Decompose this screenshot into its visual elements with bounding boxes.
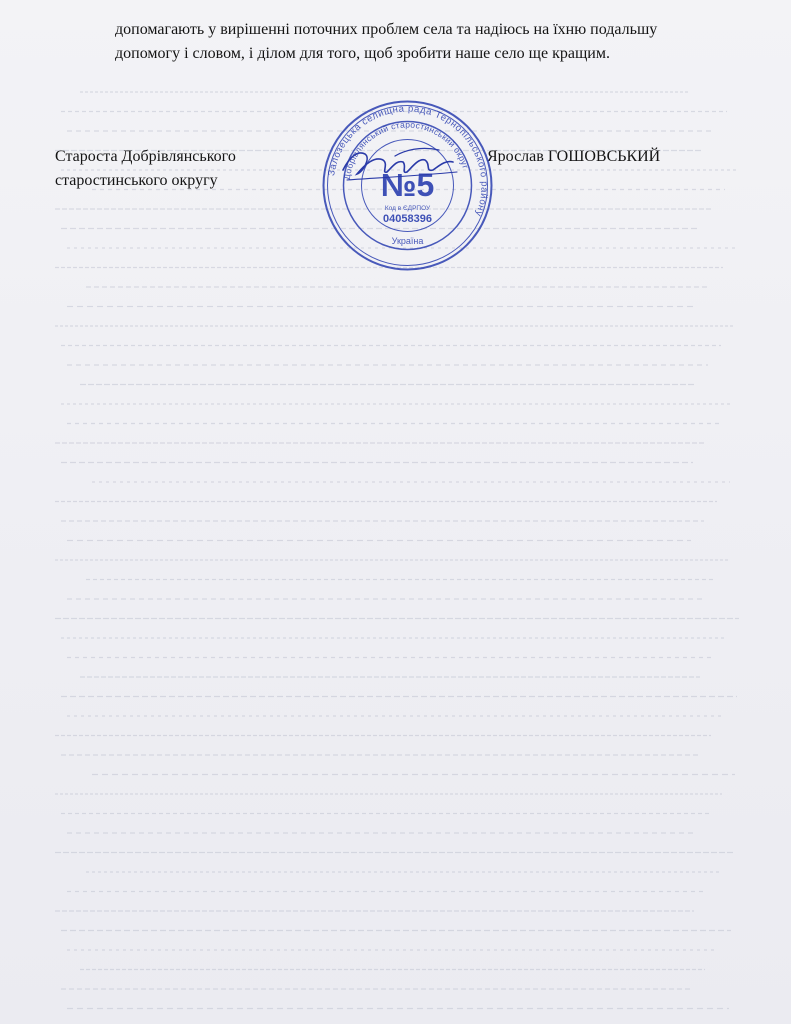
- closing-line-2: допомогу і словом, і ділом для того, щоб зробити наше село ще кращим.: [115, 45, 610, 62]
- stamp-outer-text: Залозецька селищна рада Тернопільського району: [326, 103, 490, 219]
- stamp-code-label: Код в ЄДРПОУ: [384, 205, 431, 212]
- signatory-name: Ярослав ГОШОВСЬКИЙ: [487, 148, 661, 165]
- stamp-inner-text: Добрівлянський старостинський округ: [341, 119, 471, 181]
- signatory-title: [55, 145, 236, 193]
- stamp-code: 04058396: [383, 213, 432, 225]
- signatory-title-line-1: Староста Добрівлянського: [55, 148, 236, 165]
- signatory-title-line-2: старостинського округу: [55, 172, 218, 189]
- handwritten-signature: [335, 120, 465, 200]
- stamp-country: Україна: [391, 236, 424, 246]
- stamp-number: №5: [380, 167, 435, 203]
- closing-line-1: допомагають у вирішенні поточних проблем села та надіюсь на їхню подальшу: [115, 21, 658, 38]
- closing-paragraph: [115, 18, 755, 66]
